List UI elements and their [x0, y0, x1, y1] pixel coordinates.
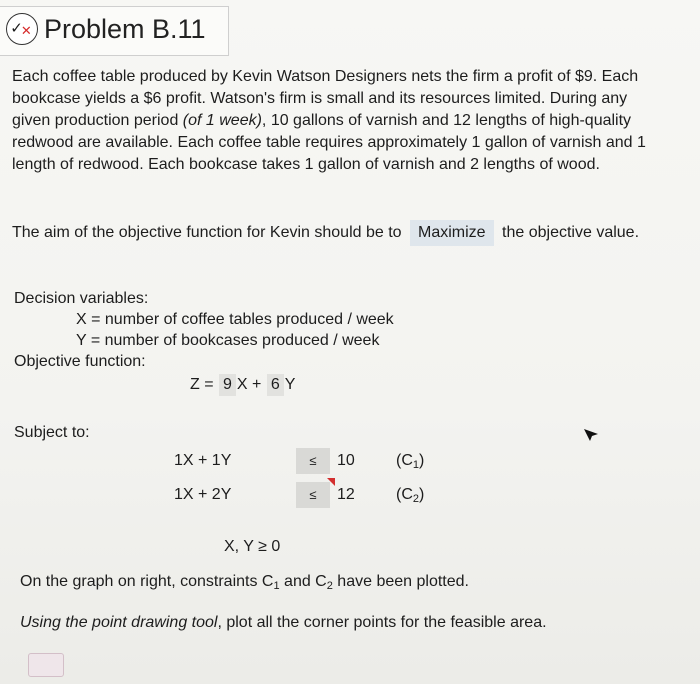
keyboard-icon[interactable]: [28, 653, 64, 677]
graph-note: On the graph on right, constraints $C_1$ and $C_2$ have been plotted.: [20, 573, 469, 592]
x-coefficient-input[interactable]: 9: [219, 374, 236, 396]
constraint-2-comparator[interactable]: ≤: [296, 482, 330, 508]
page-title: Problem B.11: [44, 14, 206, 44]
constraint-1-rhs: 10: [337, 452, 355, 469]
constraint-2-lhs: 1X + 2Y: [174, 486, 232, 503]
partially-correct-icon: ✓✕: [6, 13, 38, 45]
tool-instruction: Using the point drawing tool, plot all the corner points for the feasible area.: [20, 614, 547, 631]
nonnegativity-constraint: X, Y ≥ 0: [224, 538, 281, 555]
constraint-2-rhs: 12: [337, 486, 355, 503]
decision-variables-label: Decision variables:: [14, 290, 149, 307]
objective-aim: The aim of the objective function for Kevin should be to Maximize the objective value.: [12, 218, 652, 248]
constraint-1-lhs: 1X + 1Y: [174, 452, 232, 469]
objective-function: Z = 9 X + 6 Y: [190, 374, 295, 396]
aim-answer-dropdown[interactable]: Maximize: [410, 220, 494, 246]
constraint-1-tag: $(C_1)$: [396, 452, 425, 471]
subject-to-label: Subject to:: [14, 424, 90, 441]
y-coefficient-input[interactable]: 6: [267, 374, 284, 396]
problem-statement: Each coffee table produced by Kevin Watson Designers nets the firm a profit of $9. Each bookcase yields a $6 profit. Watson's firm is small and its resources limited. During any given production period (of 1 week), 10 gallons of varnish and 12 lengths of high-quality redwood are available. Each coffee table requires approximately 1 gallon of varnish and 1 length of redwood. Each bookcase takes 1 gallon of varnish and 2 lengths of wood.: [12, 68, 646, 173]
constraint-2-tag: $(C_2)$: [396, 486, 425, 505]
constraint-1-comparator[interactable]: ≤: [296, 448, 330, 474]
cursor-arrow-icon: [583, 428, 599, 442]
x-definition: X = number of coffee tables produced / week: [76, 311, 394, 328]
objective-function-label: Objective function:: [14, 353, 146, 370]
error-flag-icon: [327, 478, 335, 486]
y-definition: Y = number of bookcases produced / week: [76, 332, 380, 349]
